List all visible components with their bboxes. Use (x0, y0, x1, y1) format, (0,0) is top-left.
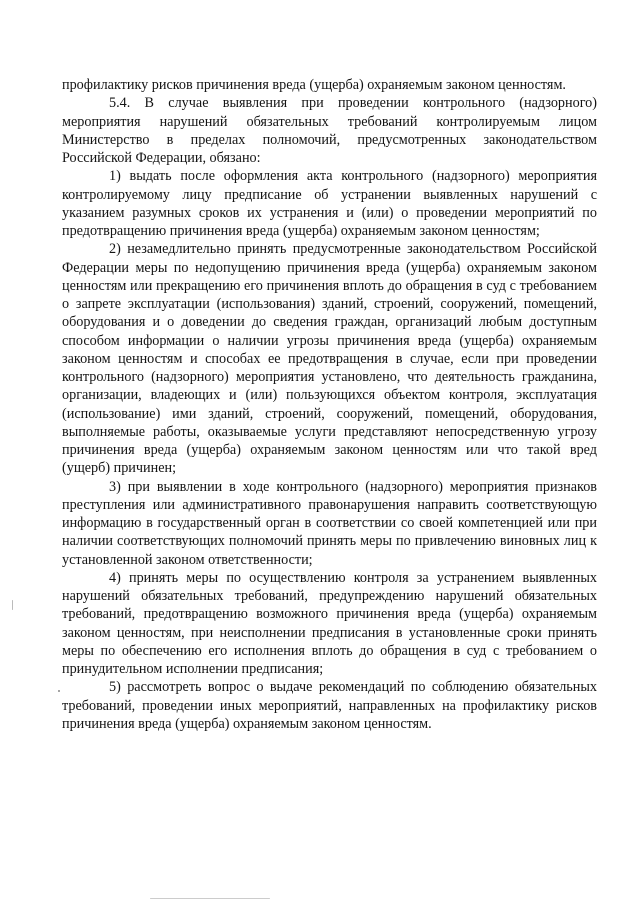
list-item-2: 2) незамедлительно принять предусмотренные законодательством Российской Федерации меры по недопущению причинения вреда (ущерба) охраняемым законом ценностям или прекращению его причинения вплоть до обращения в суд с требованием о запрете эксплуатации (использования) зданий, строений, сооружений, помещений, оборудования и о доведении до сведения граждан, организаций любым доступным способом информации о наличии угрозы причинения вреда (ущерба) охраняемым законом ценностям и способах ее предотвращения в случае, если при проведении контрольного (надзорного) мероприятия установлено, что деятельность гражданина, организации, владеющих и (или) пользующихся объектом контроля, эксплуатация (использование) ими зданий, строений, сооружений, помещений, оборудования, выполняемые работы, оказываемые услуги представляют непосредственную угрозу причинения вреда (ущерба) охраняемым законом ценностям или что такой вред (ущерб) причинен; (62, 241, 597, 477)
scan-speck (58, 690, 60, 692)
paragraph-clause-5-4: 5.4. В случае выявления при проведении контрольного (надзорного) мероприятия нарушений обязательных требований контролируемым лицом Министерство в пределах полномочий, предусмотренных законодательством Российской Федерации, обязано: (62, 95, 597, 166)
scan-bottom-line (150, 898, 270, 899)
list-item-1: 1) выдать после оформления акта контрольного (надзорного) мероприятия контролируемому лицу предписание об устранении выявленных нарушений с указанием разумных сроков их устранения и (или) о проведении мероприятий по предотвращению причинения вреда (ущерба) охраняемым законом ценностям; (62, 168, 597, 239)
scan-edge-mark (12, 600, 13, 610)
list-item-4: 4) принять меры по осуществлению контроля за устранением выявленных нарушений обязательных требований, предупреждению нарушений обязательных требований, предотвращению возможного причинения вреда (ущерба) охраняемым законом ценностям, при неисполнении предписания в установленные сроки принять меры по обеспечению его исполнения вплоть до обращения в суд с требованием о принудительном исполнении предписания; (62, 569, 597, 677)
paragraph-continuation: профилактику рисков причинения вреда (ущерба) охраняемым законом ценностям. (62, 77, 566, 93)
list-item-3: 3) при выявлении в ходе контрольного (надзорного) мероприятия признаков преступления или административного правонарушения направить соответствующую информацию в государственный орган в соответствии со своей компетенцией или при наличии соответствующих полномочий принять меры по привлечению виновных лиц к установленной законом ответственности; (62, 478, 597, 568)
list-item-5: 5) рассмотреть вопрос о выдаче рекомендаций по соблюдению обязательных требований, проведении иных мероприятий, направленных на профилактику рисков причинения вреда (ущерба) охраняемым законом ценностям. (62, 679, 597, 732)
document-body (62, 76, 597, 733)
